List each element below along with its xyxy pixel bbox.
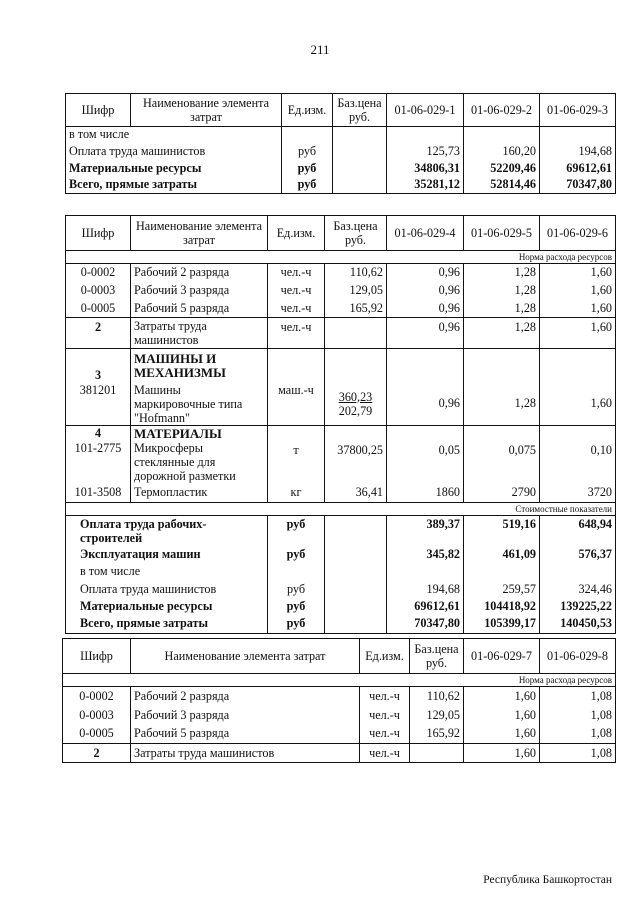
value-2: 104418,92 [464, 598, 540, 615]
value-3 [540, 562, 616, 580]
header-base-price: Баз.цена руб. [333, 94, 387, 127]
row-name: Материальные ресурсы [66, 160, 282, 177]
value-2: 259,57 [464, 580, 540, 598]
row-unit: кг [268, 483, 325, 502]
row-unit: руб [282, 143, 333, 160]
group-name-materials: МАТЕРИАЛЫ [131, 425, 268, 441]
row-unit: руб [282, 177, 333, 194]
row-unit: чел.-ч [360, 687, 410, 706]
value-1: 69612,61 [387, 598, 464, 615]
value-1: 1,60 [464, 725, 540, 744]
row-code: 2 [66, 318, 131, 349]
value-3: 70347,80 [540, 177, 616, 194]
row-unit: руб [268, 515, 325, 546]
value-2: 52814,46 [464, 177, 540, 194]
row-name: Микросферы стеклянные для дорожной разметки [131, 441, 268, 483]
row-code: 0-0002 [63, 687, 131, 706]
table-row [66, 143, 616, 160]
page-number: 211 [310, 42, 330, 57]
row-name: Материальные ресурсы [66, 598, 268, 615]
table-row [63, 725, 616, 744]
value-1: 1,60 [464, 744, 540, 763]
value-3: 0,10 [540, 441, 616, 483]
cost-table-2 [65, 215, 616, 634]
value-1: 35281,12 [387, 177, 464, 194]
header-name: Наименование элемента затрат [131, 94, 282, 127]
table-row [63, 706, 616, 725]
header-norm-8: 01-06-029-8 [540, 639, 616, 674]
table-row [66, 562, 616, 580]
row-unit: чел.-ч [360, 744, 410, 763]
row-unit: чел.-ч [268, 282, 325, 300]
value-1: 194,68 [387, 580, 464, 598]
header-base-price: Баз.цена руб. [410, 639, 464, 674]
row-unit: руб [268, 546, 325, 562]
value-1: 1,60 [464, 706, 540, 725]
row-unit [268, 562, 325, 580]
row-unit: чел.-ч [360, 706, 410, 725]
row-price: 360,23 [338, 389, 373, 404]
row-name: Всего, прямые затраты [66, 615, 268, 633]
cost-table-1 [65, 93, 616, 194]
row-price: 129,05 [325, 282, 387, 300]
header-base-price: Баз.цена руб. [325, 216, 387, 251]
row-price-secondary: 202,79 [338, 403, 373, 418]
table-row [66, 615, 616, 633]
table-row [66, 483, 616, 502]
value-2: 1,08 [540, 706, 616, 725]
table-row [66, 318, 616, 349]
table-row [66, 546, 616, 562]
header-code: Шифр [66, 216, 131, 251]
row-unit: руб [268, 615, 325, 633]
row-name: Рабочий 5 разряда [131, 300, 268, 318]
table-1-header-row [66, 94, 616, 127]
row-code: 101-2775 [66, 441, 131, 483]
header-name: Наименование элемента затрат [131, 639, 360, 674]
value-2: 519,16 [464, 515, 540, 546]
value-3 [540, 127, 616, 143]
stoimost-subheader [66, 502, 616, 515]
row-name: Всего, прямые затраты [66, 177, 282, 194]
table-2-header-row [66, 216, 616, 251]
value-3: 139225,22 [540, 598, 616, 615]
table-row [66, 515, 616, 546]
header-norm-6: 01-06-029-6 [540, 216, 616, 251]
row-name: Рабочий 5 разряда [131, 725, 360, 744]
value-2: 2790 [464, 483, 540, 502]
header-unit: Ед.изм. [360, 639, 410, 674]
value-1: 125,73 [387, 143, 464, 160]
row-price: 110,62 [325, 264, 387, 282]
row-price: 129,05 [410, 706, 464, 725]
header-norm-7: 01-06-029-7 [464, 639, 540, 674]
table-row [66, 300, 616, 318]
value-1: 389,37 [387, 515, 464, 546]
value-1: 345,82 [387, 546, 464, 562]
row-unit: чел.-ч [268, 264, 325, 282]
row-unit: руб [268, 598, 325, 615]
row-unit [282, 127, 333, 143]
value-1: 70347,80 [387, 615, 464, 633]
group-name-machines: МАШИНЫ И МЕХАНИЗМЫ [131, 349, 268, 383]
norma-label: Норма расхода ресурсов [63, 674, 616, 687]
row-code: 0-0002 [66, 264, 131, 282]
value-1: 0,05 [387, 441, 464, 483]
group-code-machines: 3 [66, 349, 131, 383]
norma-subheader [66, 251, 616, 264]
table-row [66, 160, 616, 177]
value-2: 1,28 [464, 282, 540, 300]
value-2: 160,20 [464, 143, 540, 160]
value-3: 324,46 [540, 580, 616, 598]
norma-subheader [63, 674, 616, 687]
row-name: Рабочий 3 разряда [131, 282, 268, 300]
row-code: 2 [63, 744, 131, 763]
value-1: 0,96 [387, 383, 464, 426]
header-norm-3: 01-06-029-3 [540, 94, 616, 127]
value-3: 194,68 [540, 143, 616, 160]
row-price: 36,41 [325, 483, 387, 502]
row-unit: руб [282, 160, 333, 177]
header-code: Шифр [63, 639, 131, 674]
value-1: 0,96 [387, 264, 464, 282]
value-2: 1,08 [540, 744, 616, 763]
row-unit: чел.-ч [268, 318, 325, 349]
value-2 [464, 127, 540, 143]
value-3: 1,60 [540, 264, 616, 282]
table-row [63, 687, 616, 706]
header-name: Наименование элемента затрат [131, 216, 268, 251]
table-row [66, 425, 616, 441]
row-price: 110,62 [410, 687, 464, 706]
table-row [66, 127, 616, 143]
header-norm-4: 01-06-029-4 [387, 216, 464, 251]
header-unit: Ед.изм. [268, 216, 325, 251]
value-1 [387, 562, 464, 580]
header-norm-5: 01-06-029-5 [464, 216, 540, 251]
row-name: Рабочий 3 разряда [131, 706, 360, 725]
norma-label: Норма расхода ресурсов [66, 251, 616, 264]
table-row [66, 264, 616, 282]
value-3: 1,60 [540, 282, 616, 300]
row-name: Рабочий 2 разряда [131, 264, 268, 282]
row-name: Рабочий 2 разряда [131, 687, 360, 706]
value-1 [387, 127, 464, 143]
row-name: Затраты труда машинистов [131, 744, 360, 763]
value-3: 3720 [540, 483, 616, 502]
row-code: 0-0003 [63, 706, 131, 725]
row-unit: т [268, 441, 325, 483]
table-row [66, 282, 616, 300]
group-code-materials: 4 [66, 425, 131, 441]
value-2: 1,28 [464, 318, 540, 349]
table-row [66, 349, 616, 383]
row-unit: маш.-ч [268, 383, 325, 426]
row-name: Эксплуатация машин [66, 546, 268, 562]
header-norm-1: 01-06-029-1 [387, 94, 464, 127]
row-code: 0-0005 [63, 725, 131, 744]
header-code: Шифр [66, 94, 131, 127]
row-code: 101-3508 [66, 483, 131, 502]
row-unit: чел.-ч [268, 300, 325, 318]
value-1: 0,96 [387, 300, 464, 318]
value-3: 1,60 [540, 318, 616, 349]
row-unit: чел.-ч [360, 725, 410, 744]
header-norm-2: 01-06-029-2 [464, 94, 540, 127]
row-name: Оплата труда машинистов [66, 143, 282, 160]
row-code: 0-0005 [66, 300, 131, 318]
table-row [66, 383, 616, 426]
table-row [66, 598, 616, 615]
value-2 [464, 562, 540, 580]
row-price: 37800,25 [325, 441, 387, 483]
value-1: 0,96 [387, 282, 464, 300]
table-row [66, 177, 616, 194]
row-price: 165,92 [410, 725, 464, 744]
value-2: 461,09 [464, 546, 540, 562]
header-unit: Ед.изм. [282, 94, 333, 127]
value-3: 648,94 [540, 515, 616, 546]
value-1: 0,96 [387, 318, 464, 349]
value-2: 52209,46 [464, 160, 540, 177]
row-name: Термопластик [131, 483, 268, 502]
value-2: 0,075 [464, 441, 540, 483]
row-price: 165,92 [325, 300, 387, 318]
value-3: 69612,61 [540, 160, 616, 177]
value-2: 1,28 [464, 264, 540, 282]
value-2: 1,08 [540, 725, 616, 744]
row-name: в том числе [66, 562, 268, 580]
row-name: Оплата труда машинистов [66, 580, 268, 598]
table-row [66, 441, 616, 483]
stoimost-label: Стоимостные показатели [66, 502, 616, 515]
row-name: Оплата труда рабочих-строителей [66, 515, 268, 546]
value-3: 140450,53 [540, 615, 616, 633]
table-3-header-row [63, 639, 616, 674]
value-3: 1,60 [540, 383, 616, 426]
row-code: 381201 [66, 383, 131, 426]
value-2: 105399,17 [464, 615, 540, 633]
row-name: Машины маркировочные типа "Hofmann" [131, 383, 268, 426]
value-1: 1860 [387, 483, 464, 502]
value-3: 576,37 [540, 546, 616, 562]
footer-region: Республика Башкортостан [483, 874, 612, 886]
table-row [66, 580, 616, 598]
value-2: 1,08 [540, 687, 616, 706]
value-3: 1,60 [540, 300, 616, 318]
cost-table-3 [62, 638, 616, 763]
table-row [63, 744, 616, 763]
value-1: 1,60 [464, 687, 540, 706]
row-unit: руб [268, 580, 325, 598]
row-name: в том числе [66, 127, 282, 143]
row-name: Затраты труда машинистов [131, 318, 268, 349]
row-code: 0-0003 [66, 282, 131, 300]
value-2: 1,28 [464, 383, 540, 426]
value-2: 1,28 [464, 300, 540, 318]
value-1: 34806,31 [387, 160, 464, 177]
